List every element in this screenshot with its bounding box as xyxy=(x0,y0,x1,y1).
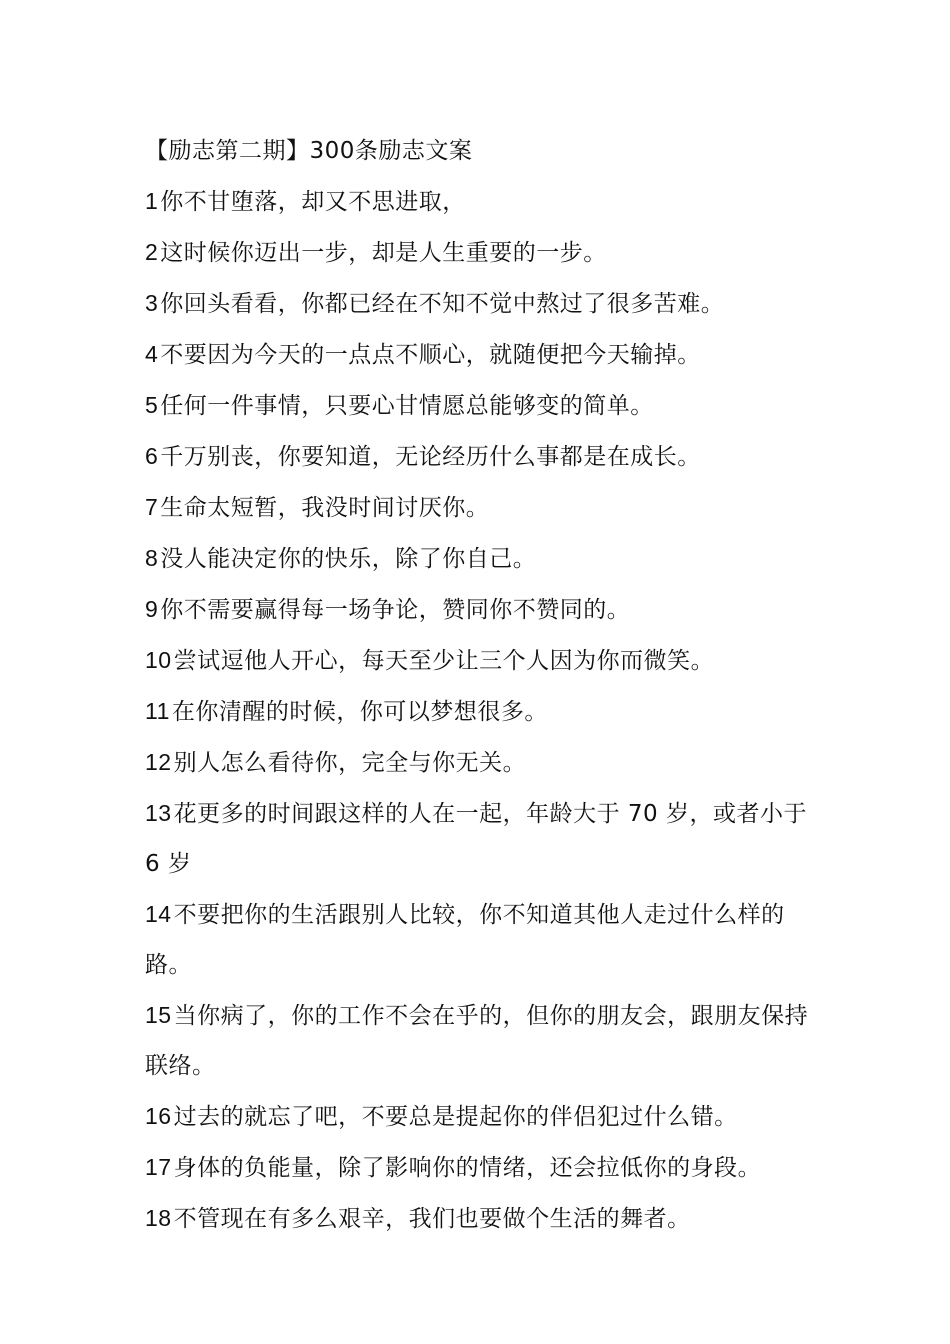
list-item xyxy=(145,227,815,278)
item-number: 16 xyxy=(145,1103,172,1129)
item-number: 12 xyxy=(145,749,172,775)
item-text: 不管现在有多么艰辛，我们也要做个生活的舞者。 xyxy=(173,1206,691,1232)
list-item xyxy=(145,737,815,788)
item-number: 10 xyxy=(145,647,172,673)
item-text: 千万别丧，你要知道，无论经历什么事都是在成长。 xyxy=(160,444,701,470)
list-item xyxy=(145,788,815,889)
list-item xyxy=(145,635,815,686)
item-number: 1 xyxy=(145,188,159,214)
document-title: 【励志第二期】300条励志文案 xyxy=(145,138,473,164)
item-text: 生命太短暂，我没时间讨厌你。 xyxy=(160,495,490,521)
item-number: 3 xyxy=(145,290,159,316)
list-item xyxy=(145,1193,815,1244)
item-number: 14 xyxy=(145,901,172,927)
item-text: 没人能决定你的快乐，除了你自己。 xyxy=(160,546,537,572)
item-text: 当你病了，你的工作不会在乎的，但你的朋友会，跟朋友保持联络。 xyxy=(145,1003,809,1079)
item-text: 任何一件事情，只要心甘情愿总能够变的简单。 xyxy=(160,393,654,419)
item-number: 17 xyxy=(145,1154,172,1180)
item-text: 尝试逗他人开心，每天至少让三个人因为你而微笑。 xyxy=(173,648,715,674)
list-item xyxy=(145,686,815,737)
item-number: 11 xyxy=(145,698,170,724)
item-number: 6 xyxy=(145,443,159,469)
list-item xyxy=(145,176,815,227)
list-item xyxy=(145,482,815,533)
item-text: 过去的就忘了吧，不要总是提起你的伴侣犯过什么错。 xyxy=(173,1104,738,1130)
item-number: 18 xyxy=(145,1205,172,1231)
list-item xyxy=(145,584,815,635)
list-item xyxy=(145,889,815,990)
list-item xyxy=(145,1142,815,1193)
list-item xyxy=(145,278,815,329)
item-number: 2 xyxy=(145,239,159,265)
item-number: 4 xyxy=(145,341,159,367)
item-number: 7 xyxy=(145,494,159,520)
item-number: 5 xyxy=(145,392,159,418)
item-number: 13 xyxy=(145,800,172,826)
item-text: 在你清醒的时候，你可以梦想很多。 xyxy=(171,699,548,725)
item-number: 15 xyxy=(145,1002,172,1028)
document-body xyxy=(145,126,815,1244)
item-text: 花更多的时间跟这样的人在一起，年龄大于 70 岁，或者小于 6 岁 xyxy=(145,801,807,877)
item-text: 别人怎么看待你，完全与你无关。 xyxy=(173,750,527,776)
item-text: 不要把你的生活跟别人比较，你不知道其他人走过什么样的路。 xyxy=(145,902,785,978)
item-number: 8 xyxy=(145,545,159,571)
list-item xyxy=(145,329,815,380)
item-text: 你不需要赢得每一场争论，赞同你不赞同的。 xyxy=(160,597,631,623)
list-item xyxy=(145,380,815,431)
item-text: 不要因为今天的一点点不顺心，就随便把今天输掉。 xyxy=(160,342,701,368)
list-item xyxy=(145,990,815,1091)
item-text: 你不甘堕落，却又不思进取， xyxy=(160,189,466,215)
item-text: 身体的负能量，除了影响你的情绪，还会拉低你的身段。 xyxy=(173,1155,762,1181)
list-item xyxy=(145,533,815,584)
item-number: 9 xyxy=(145,596,159,622)
item-text: 你回头看看，你都已经在不知不觉中熬过了很多苦难。 xyxy=(160,291,725,317)
item-text: 这时候你迈出一步，却是人生重要的一步。 xyxy=(160,240,607,266)
list-item xyxy=(145,1091,815,1142)
list-item xyxy=(145,431,815,482)
